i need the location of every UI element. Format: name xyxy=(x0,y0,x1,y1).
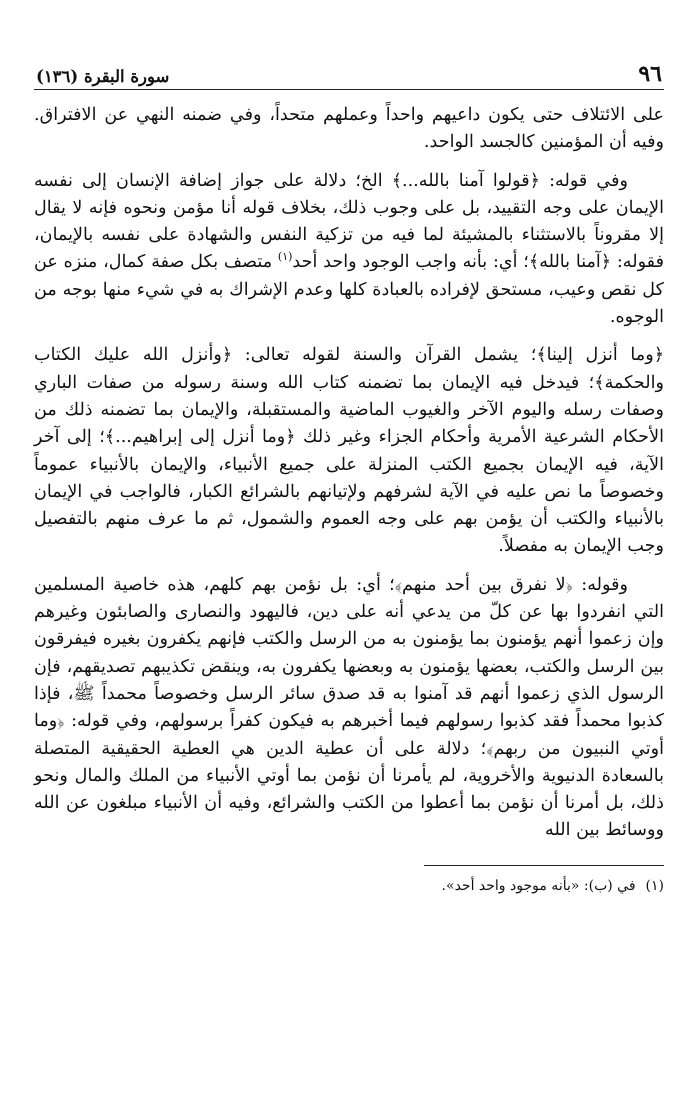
book-page xyxy=(34,56,664,1078)
paragraph-4: وقوله: ﴿لا نفرق بين أحد منهم﴾؛ أي: بل نؤمن بهم كلهم، هذه خاصية المسلمين التي انفردوا بها عن كلّ من يدعي أنه على دين، فاليهود والنصارى والصابئون وغيرهم وإن زعموا أنهم يؤمنون بما يؤمنون به من الرسل والكتب فإنهم يكفرون بغيره فيفرقون بين الرسل والكتب، بعضها يؤمنون به وبعضها يكفرون به، وينقض تكذيبهم تصديقهم، فإن الرسول الذي زعموا أنهم قد آمنوا به قد صدق سائر الرسل وخصوصاً محمداً ﷺ، فإذا كذبوا محمداً فقد كذبوا رسولهم فيما أخبرهم به فيكون كفراً برسولهم، وفي قوله: ﴿وما أوتي النبيون من ربهم﴾؛ دلالة على أن عطية الدين هي العطية الحقيقية المتصلة بالسعادة الدنيوية والأخروية، لم يأمرنا أن نؤمن بما أوتي الأنبياء من الملك والمال ونحو ذلك، بل أمرنا أن نؤمن بما أعطوا من الكتب والشرائع، وفيه أن الأنبياء مبلغون عن الله ووسائط بين الله xyxy=(34,574,664,841)
surah-title: سورة البقرة (١٣٦) xyxy=(36,66,170,86)
paragraph-2-before-text: وفي قوله: ﴿قولوا آمنا بالله...﴾ الخ؛ دلالة على جواز إضافة الإنسان إلى نفسه الإيمان على وجه التقييد، بل على وجوب ذلك، بخلاف قوله أنا مؤمن ونحوه فإنه لا يقال إلا مقروناً بالاستثناء بالمشيئة لما فيه من تزكية النفس والشهادة على نفسه بالإيمان، فقوله: ﴿آمنا بالله﴾؛ أي: بأنه واجب الوجود واحد أحد xyxy=(34,170,664,273)
footnote-1 xyxy=(34,876,664,896)
running-header xyxy=(34,56,664,90)
paragraph-2 xyxy=(34,168,664,332)
paragraph-1: على الائتلاف حتى يكون داعيهم واحداً وعملهم متحداً، وفي ضمنه النهي عن الافتراق. وفيه أن المؤمنين كالجسد الواحد. xyxy=(34,105,664,153)
page-number: ٩٦ xyxy=(638,61,662,87)
paragraph-2-after-text: متصف بكل صفة كمال، منزه عن كل نقص وعيب، مستحق لإفراده بالعبادة كلها وعدم الإشراك به في شيء منها بوجه من الوجوه. xyxy=(34,252,664,328)
body-text xyxy=(34,102,664,845)
footnote-divider xyxy=(424,865,664,866)
footnote-number: (١) xyxy=(645,877,664,894)
paragraph-3: ﴿وما أنزل إلينا﴾؛ يشمل القرآن والسنة لقوله تعالى: ﴿وأنزل الله عليك الكتاب والحكمة﴾؛ فيدخل فيه الإيمان بما تضمنه كتاب الله وسنة رسوله من صفات الباري وصفات رسله واليوم الآخر والغيوب الماضية والمستقبلة، والإيمان بما تضمنه ذلك من الأحكام الشرعية الأمرية وأحكام الجزاء وغير ذلك ﴿وما أنزل إلى إبراهيم...﴾؛ إلى آخر الآية، فيه الإيمان بجميع الكتب المنزلة على جميع الأنبياء، والإيمان بالأنبياء عموماً وخصوصاً ما نص عليه في الآية لشرفهم ولإتيانهم بالشرائع الكبار، فالواجب في الإيمان بالأنبياء والكتب أن يؤمن بهم على وجه العموم والشمول، ثم ما عرف منهم بالتفصيل وجب الإيمان به مفصلاً. xyxy=(34,345,664,557)
footnote-marker[interactable]: (١) xyxy=(277,250,293,264)
footnote-text: في (ب): «بأنه موجود واحد أحد». xyxy=(441,877,636,894)
